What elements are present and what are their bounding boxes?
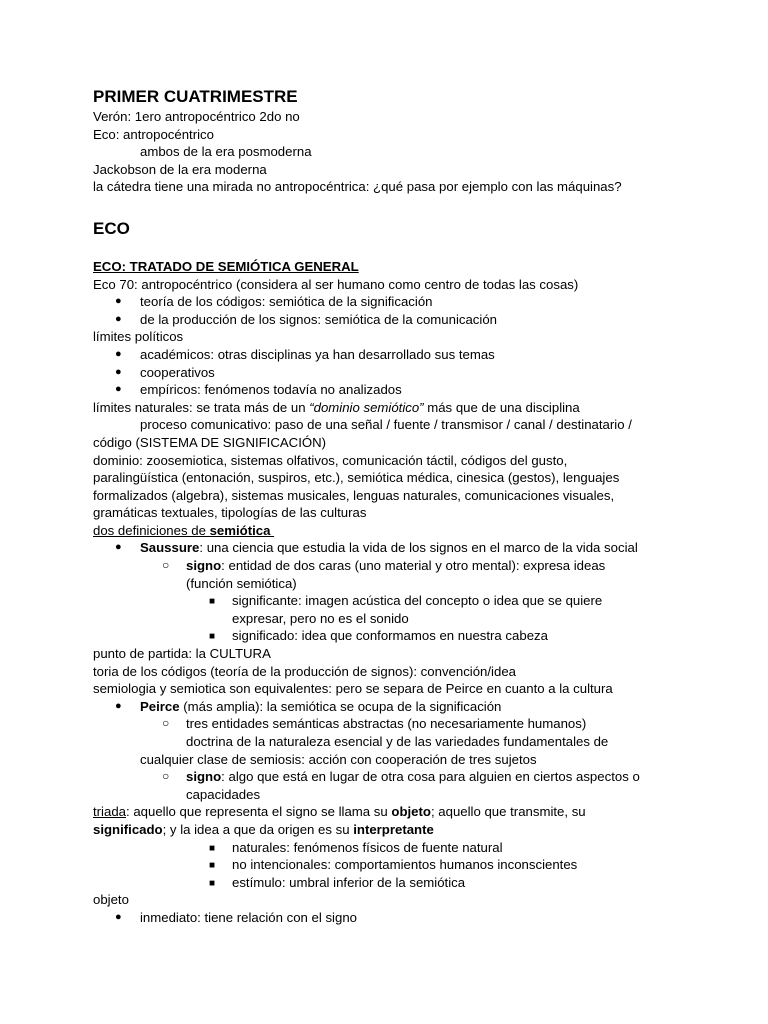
list-item-significado: ■ significado: idea que conformamos en nuestra cabeza [93, 627, 693, 645]
bold-span: semiótica [209, 522, 271, 538]
list-item: ● teoría de los códigos: semiótica de la significación [93, 293, 693, 311]
bold-span: interpretante [353, 821, 434, 837]
bold-span: objeto [391, 804, 431, 820]
limites-politicos-label: límites políticos [93, 329, 184, 345]
list-item: ● inmediato: tiene relación con el signo [93, 909, 693, 927]
doctrina-line: cualquier clase de semiosis: acción con cooperación de tres sujetos [140, 751, 537, 767]
intro-line: Eco: antropocéntrico [93, 126, 214, 142]
intro-line: Verón: 1ero antropocéntrico 2do no [93, 109, 300, 124]
bold-span: significado [93, 821, 163, 837]
punto-partida-line: punto de partida: la CULTURA [93, 646, 271, 662]
heading-eco: ECO [93, 218, 130, 238]
bold-span: signo [186, 558, 222, 574]
triada-line [93, 803, 693, 821]
limites-naturales-line [93, 399, 693, 417]
text-span: : aquello que representa el signo se llama su [126, 804, 392, 820]
list-item: ● de la producción de los signos: semiótica de la comunicación [93, 311, 693, 329]
list-item: ■ naturales: fenómenos físicos de fuente natural [93, 839, 693, 857]
list-item: ● empíricos: fenómenos todavía no analizados [93, 381, 693, 399]
dominio-line: gramáticas textuales, tipologías de las culturas [93, 505, 367, 521]
heading-primer-cuatrimestre: PRIMER CUATRIMESTRE [93, 87, 298, 106]
codigo-line: código (SISTEMA DE SIGNIFICACIÓN) [93, 434, 327, 450]
bold-span: Peirce [140, 698, 180, 714]
list-item: ● académicos: otras disciplinas ya han desarrollado sus temas [93, 346, 693, 364]
dominio-line: formalizados (algebra), sistemas musicales, lenguas naturales, comunicaciones visuales, [93, 487, 615, 503]
list-item: ● cooperativos [93, 364, 693, 382]
text-span: : entidad de dos caras (uno material y otro mental): expresa ideas [221, 558, 606, 574]
text-span: límites naturales: se trata más de un [93, 399, 310, 415]
objeto-label: objeto [93, 892, 129, 908]
text-span: (más amplia): la semiótica se ocupa de la significación [179, 698, 502, 714]
list-item-saussure [93, 539, 693, 557]
list-item-signo [93, 557, 693, 575]
text-span: : algo que está en lugar de otra cosa para alguien en ciertos aspectos o [221, 769, 640, 785]
document-page [93, 86, 693, 927]
triada-line [93, 821, 693, 839]
list-item-significante: ■ significante: imagen acústica del concepto o idea que se quiere [93, 592, 693, 610]
toria-line: toria de los códigos (teoría de la producción de signos): convención/idea [93, 663, 516, 679]
list-item-tres-entidades: ○ tres entidades semánticas abstractas (no necesariamente humanos) [93, 715, 693, 733]
bold-span: signo [186, 769, 222, 785]
list-item-continuation: capacidades [186, 786, 261, 802]
list-item-continuation: expresar, pero no es el sonido [232, 610, 409, 626]
dominio-line: paralingüística (entonación, suspiros, etc.), semiótica médica, cinesica (gestos), lenguajes [93, 470, 620, 486]
list-item-continuation: (función semiótica) [186, 575, 297, 591]
doctrina-line: doctrina de la naturaleza esencial y de las variedades fundamentales de [186, 734, 609, 749]
text-span: ; aquello que transmite, su [430, 804, 586, 820]
dos-definiciones-line [93, 522, 693, 540]
section-title: ECO: TRATADO DE SEMIÓTICA GENERAL [93, 258, 359, 274]
text-span: ; y la idea a que da origen es su [162, 821, 354, 837]
bold-span: Saussure [140, 540, 200, 556]
list-item: ■ estímulo: umbral inferior de la semiótica [93, 874, 693, 892]
list-item-peirce [93, 698, 693, 716]
list-item: ■ no intencionales: comportamientos humanos inconscientes [93, 856, 693, 874]
intro-line: la cátedra tiene una mirada no antropocéntrica: ¿qué pasa por ejemplo con las máquinas? [93, 179, 622, 195]
list-item-signo-peirce [93, 768, 693, 786]
semiologia-line: semiologia y semiotica son equivalentes: pero se separa de Peirce en cuanto a la cultura [93, 681, 613, 697]
intro-line: ambos de la era posmoderna [140, 144, 312, 160]
intro-line: Jackobson de la era moderna [93, 161, 267, 177]
italic-span: “dominio semiótico” [309, 399, 424, 415]
underlined-span: triada [93, 804, 126, 820]
text-span: más que de una disciplina [423, 399, 580, 415]
text-span: dos definiciones de [93, 522, 210, 538]
eco70-line: Eco 70: antropocéntrico (considera al ser humano como centro de todas las cosas) [93, 276, 579, 292]
text-span: : una ciencia que estudia la vida de los signos en el marco de la vida social [199, 540, 638, 556]
proceso-line: proceso comunicativo: paso de una señal / fuente / transmisor / canal / destinatario / [140, 417, 632, 433]
dominio-line: dominio: zoosemiotica, sistemas olfativos, comunicación táctil, códigos del gusto, [93, 452, 568, 468]
